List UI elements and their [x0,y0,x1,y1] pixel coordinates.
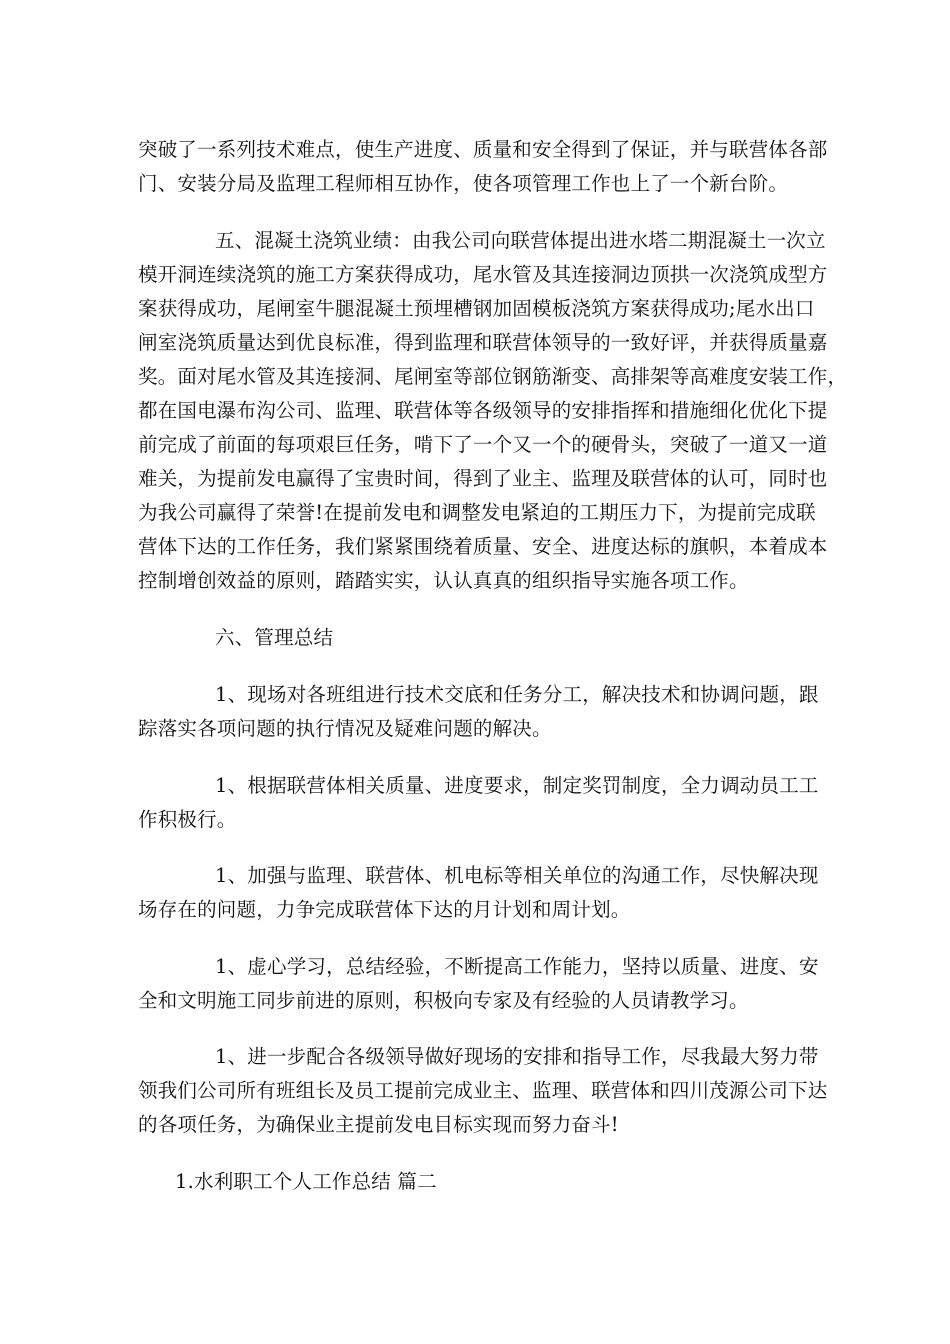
list-item-line: 领我们公司所有班组长及员工提前完成业主、监理、联营体和四川茂源公司下达 [138,1079,828,1102]
paragraph-line: 奖。面对尾水管及其连接洞、尾闸室等部位钢筋渐变、高排架等高难度安装工作， [138,365,848,388]
paragraph-line: 模开洞连续浇筑的施工方案获得成功，尾水管及其连接洞边顶拱一次浇筑成型方 [138,263,828,286]
paragraph-line: 都在国电瀑布沟公司、监理、联营体等各级领导的安排指挥和措施细化优化下提 [138,399,828,422]
paragraph-line: 前完成了前面的每项艰巨任务，啃下了一个又一个的硬骨头，突破了一道又一道 [138,433,828,456]
list-item-line: 1、加强与监理、联营体、机电标等相关单位的沟通工作，尽快解决现 [215,864,819,887]
list-item-line: 的各项任务，为确保业主提前发电目标实现而努力奋斗! [138,1113,619,1136]
list-item-line: 1、进一步配合各级领导做好现场的安排和指导工作，尽我最大努力带 [215,1045,819,1068]
list-item-line: 场存在的问题，力争完成联营体下达的月计划和周计划。 [138,898,631,921]
list-item-line: 1、虚心学习，总结经验，不断提高工作能力，坚持以质量、进度、安 [215,955,819,978]
paragraph-line: 为我公司赢得了荣誉!在提前发电和调整发电紧迫的工期压力下，为提前完成联 [138,501,816,524]
paragraph-line: 五、混凝土浇筑业绩：由我公司向联营体提出进水塔二期混凝土一次立 [215,229,826,252]
paragraph-line: 营体下达的工作任务，我们紧紧围绕着质量、安全、进度达标的旗帜，本着成本 [138,535,828,558]
list-item-line: 1、现场对各班组进行技术交底和任务分工，解决技术和协调问题，跟 [215,683,819,706]
list-item-line: 作积极行。 [138,808,237,831]
paragraph-line: 难关，为提前发电赢得了宝贵时间，得到了业主、监理及联营体的认可，同时也 [138,467,828,490]
paragraph-line: 案获得成功，尾闸室牛腿混凝土预埋槽钢加固模板浇筑方案获得成功;尾水出口 [138,297,815,320]
section-heading: 六、管理总结 [215,626,334,649]
list-item-line: 全和文明施工同步前进的原则，积极向专家及有经验的人员请教学习。 [138,989,749,1012]
paragraph-line: 突破了一系列技术难点，使生产进度、质量和安全得到了保证，并与联营体各部 [138,138,828,161]
paragraph-line: 门、安装分局及监理工程师相互协作，使各项管理工作也上了一个新台阶。 [138,172,789,195]
list-item-line: 1、根据联营体相关质量、进度要求，制定奖罚制度，全力调动员工工 [215,774,819,797]
paragraph-line: 控制增创效益的原则，踏踏实实，认认真真的组织指导实施各项工作。 [138,569,749,592]
section-title: 1.水利职工个人工作总结 篇二 [175,1170,437,1193]
paragraph-line: 闸室浇筑质量达到优良标准，得到监理和联营体领导的一致好评，并获得质量嘉 [138,331,828,354]
list-item-line: 踪落实各项问题的执行情况及疑难问题的解决。 [138,717,552,740]
